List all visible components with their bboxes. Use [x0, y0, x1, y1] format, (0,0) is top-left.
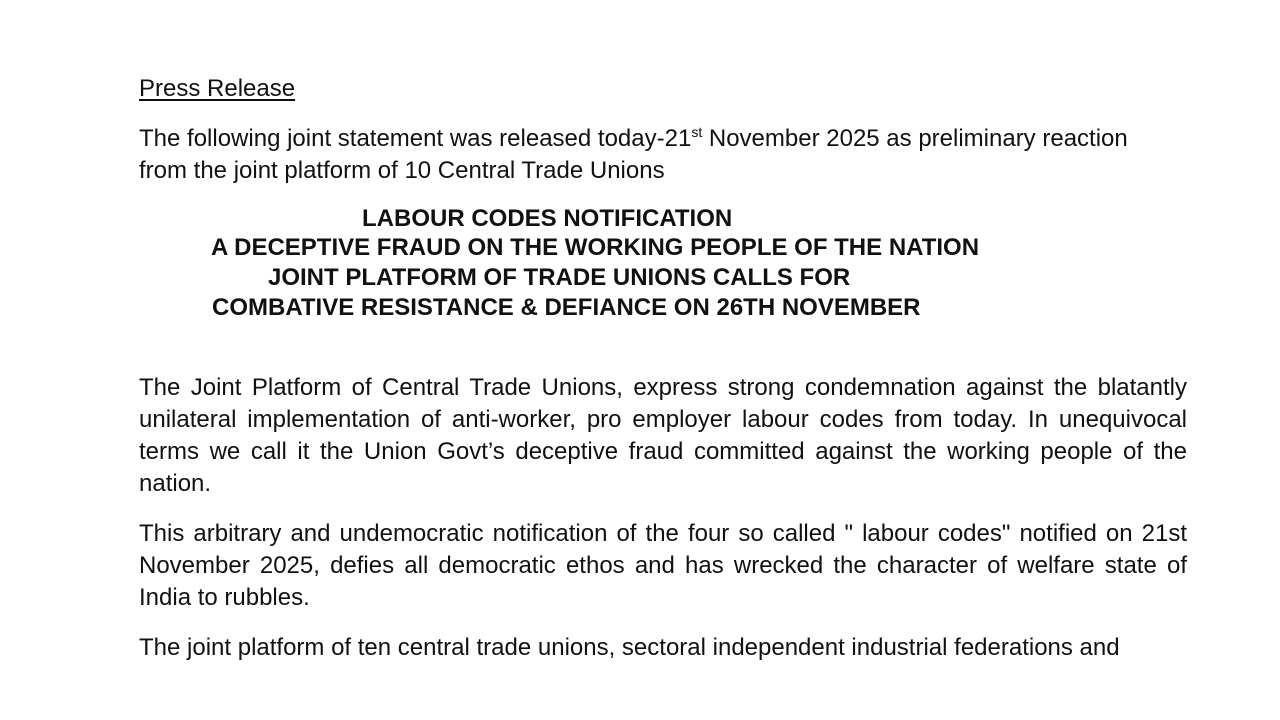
title-line-1: LABOUR CODES NOTIFICATION	[362, 205, 733, 232]
body-paragraph-2: This arbitrary and undemocratic notification of the four so called " labour codes" notified on 21st November 2025, defies all democratic ethos and has wrecked the character of welfare state of India to rubbles.	[139, 520, 1187, 611]
title-line-4: COMBATIVE RESISTANCE & DEFIANCE ON 26TH NOVEMBER	[212, 294, 921, 321]
intro-superscript: st	[691, 124, 703, 140]
intro-line-1-tail: November 2025 as preliminary reaction	[702, 125, 1128, 152]
intro-line-2: from the joint platform of 10 Central Trade Unions	[139, 157, 665, 184]
intro-line-1-text: The following joint statement was released today-21	[139, 125, 692, 152]
intro-line-1	[139, 123, 1199, 155]
intro-statement	[139, 123, 1199, 187]
press-release-heading: Press Release	[139, 75, 296, 102]
body-paragraph-1: The Joint Platform of Central Trade Unions, express strong condemnation against the blatantly unilateral implementation of anti-worker, pro employer labour codes from today. In unequivocal terms we call it the Union Govt’s deceptive fraud committed against the working people of the nation.	[139, 374, 1187, 497]
cut-off-text-line	[139, 628, 1187, 661]
cut-off-text: The joint platform of ten central trade unions, sectoral independent industrial federations and	[139, 634, 1120, 661]
title-line-3: JOINT PLATFORM OF TRADE UNIONS CALLS FOR	[268, 264, 851, 291]
title-line-2: A DECEPTIVE FRAUD ON THE WORKING PEOPLE OF THE NATION	[211, 234, 980, 261]
